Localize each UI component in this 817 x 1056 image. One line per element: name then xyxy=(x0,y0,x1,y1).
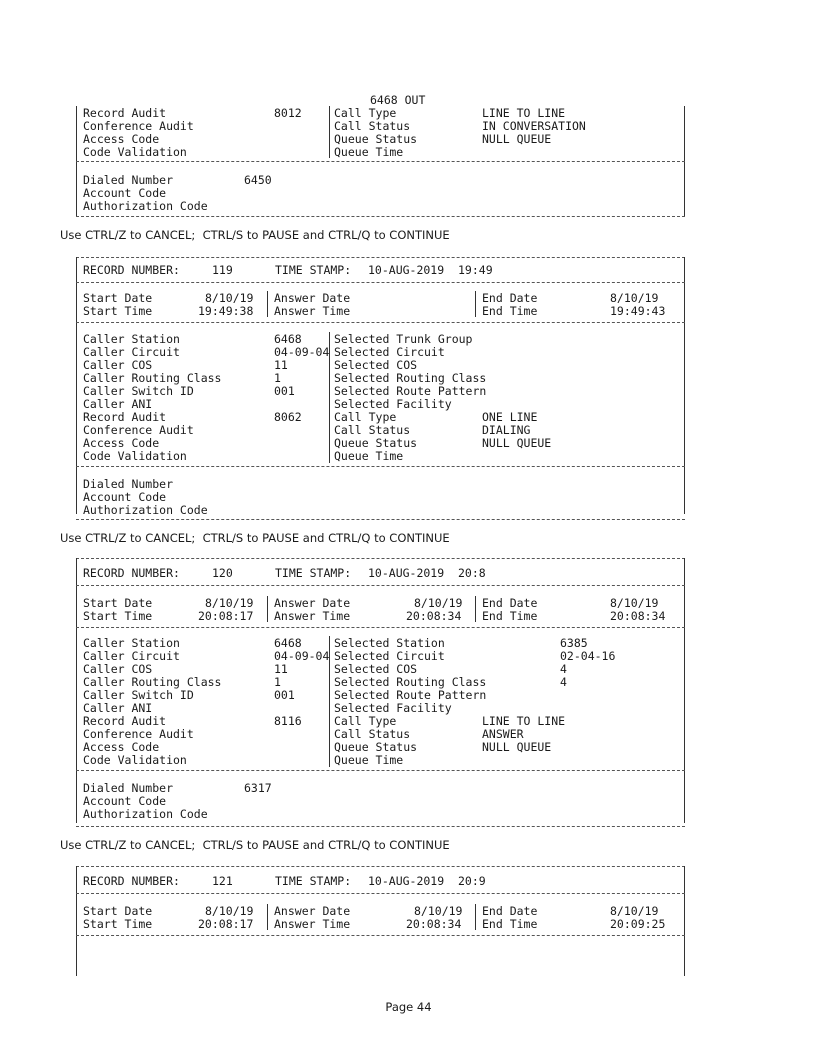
column-divider xyxy=(329,106,330,158)
queue-status-value: NULL QUEUE xyxy=(482,740,552,754)
caller-cos-value: 11 xyxy=(274,358,288,372)
end-time-label: End Time xyxy=(482,917,538,931)
column-divider xyxy=(267,291,268,317)
start-date-value: 8/10/19 xyxy=(205,291,254,305)
selected-routing-class-label: Selected Routing Class xyxy=(334,675,487,689)
divider xyxy=(76,466,685,467)
selected-facility-label: Selected Facility xyxy=(334,397,452,411)
start-time-label: Start Time xyxy=(83,304,153,318)
frame-left xyxy=(76,558,77,823)
time-stamp-label: TIME STAMP: xyxy=(275,566,352,580)
time-stamp-value: 10-AUG-2019 19:49 xyxy=(368,263,493,277)
end-date-label: End Date xyxy=(482,904,538,918)
answer-time-label: Answer Time xyxy=(274,917,351,931)
column-divider xyxy=(267,596,268,622)
record-audit-label: Record Audit xyxy=(83,410,167,424)
time-stamp-value: 10-AUG-2019 20:9 xyxy=(368,874,486,888)
selected-cos-label: Selected COS xyxy=(334,358,418,372)
selected-circuit-label: Selected Circuit xyxy=(334,649,445,663)
selected-cos-value: 4 xyxy=(560,662,567,676)
caller-circuit-value: 04-09-04 xyxy=(274,649,330,663)
column-divider xyxy=(475,291,476,317)
divider xyxy=(76,558,685,559)
selected-route-pattern-label: Selected Route Pattern xyxy=(334,384,487,398)
control-prompt: Use CTRL/Z to CANCEL; CTRL/S to PAUSE and CTRL/Q to CONTINUE xyxy=(60,838,450,852)
end-time-value: 19:49:43 xyxy=(610,304,666,318)
caller-circuit-label: Caller Circuit xyxy=(83,345,180,359)
access-code-label: Access Code xyxy=(83,740,160,754)
column-divider xyxy=(329,332,330,463)
queue-time-label: Queue Time xyxy=(334,449,404,463)
frame-left xyxy=(76,257,77,514)
divider xyxy=(76,282,685,283)
caller-circuit-label: Caller Circuit xyxy=(83,649,180,663)
account-code-label: Account Code xyxy=(83,186,167,200)
column-divider xyxy=(267,904,268,930)
end-date-label: End Date xyxy=(482,596,538,610)
answer-date-value: 8/10/19 xyxy=(414,904,463,918)
end-time-label: End Time xyxy=(482,609,538,623)
caller-switch-id-value: 001 xyxy=(274,384,295,398)
answer-date-label: Answer Date xyxy=(274,291,351,305)
queue-status-label: Queue Status xyxy=(334,740,418,754)
page-number: Page 44 xyxy=(385,1000,432,1014)
code-validation-label: Code Validation xyxy=(83,145,187,159)
start-time-value: 19:49:38 xyxy=(198,304,254,318)
selected-routing-class-value: 4 xyxy=(560,675,567,689)
queue-status-value: NULL QUEUE xyxy=(482,132,552,146)
access-code-label: Access Code xyxy=(83,132,160,146)
access-code-label: Access Code xyxy=(83,436,160,450)
caller-station-label: Caller Station xyxy=(83,332,180,346)
caller-ani-label: Caller ANI xyxy=(83,397,153,411)
start-time-label: Start Time xyxy=(83,917,153,931)
end-date-label: End Date xyxy=(482,291,538,305)
answer-time-label: Answer Time xyxy=(274,609,351,623)
answer-time-value: 20:08:34 xyxy=(406,609,462,623)
caller-station-value: 6468 xyxy=(274,332,302,346)
divider xyxy=(76,161,685,162)
start-date-label: Start Date xyxy=(83,596,153,610)
dialed-number-value: 6450 xyxy=(244,173,272,187)
divider xyxy=(76,585,685,586)
divider xyxy=(76,216,685,217)
caller-routing-class-label: Caller Routing Class xyxy=(83,371,222,385)
selected-cos-label: Selected COS xyxy=(334,662,418,676)
call-status-label: Call Status xyxy=(334,727,411,741)
frame-left xyxy=(76,866,77,976)
record-number-value: 119 xyxy=(212,263,233,277)
record-number-label: RECORD NUMBER: xyxy=(83,874,180,888)
record-audit-value: 8012 xyxy=(274,106,302,120)
time-stamp-value: 10-AUG-2019 20:8 xyxy=(368,566,486,580)
start-time-label: Start Time xyxy=(83,609,153,623)
divider xyxy=(76,893,685,894)
dialed-number-label: Dialed Number xyxy=(83,173,174,187)
queue-status-label: Queue Status xyxy=(334,132,418,146)
answer-time-label: Answer Time xyxy=(274,304,351,318)
record-audit-value: 8116 xyxy=(274,714,302,728)
end-date-value: 8/10/19 xyxy=(610,291,659,305)
call-status-label: Call Status xyxy=(334,119,411,133)
caller-circuit-value: 04-09-04 xyxy=(274,345,330,359)
divider xyxy=(76,770,685,771)
end-time-value: 20:08:34 xyxy=(610,609,666,623)
caller-switch-id-label: Caller Switch ID xyxy=(83,688,194,702)
frame-right xyxy=(684,257,685,514)
caller-routing-class-value: 1 xyxy=(274,675,281,689)
end-date-value: 8/10/19 xyxy=(610,596,659,610)
end-time-label: End Time xyxy=(482,304,538,318)
selected-circuit-value: 02-04-16 xyxy=(560,649,616,663)
record-number-value: 120 xyxy=(212,566,233,580)
call-type-value: LINE TO LINE xyxy=(482,714,566,728)
call-status-value: IN CONVERSATION xyxy=(482,119,586,133)
end-time-value: 20:09:25 xyxy=(610,917,666,931)
selected-circuit-label: Selected Circuit xyxy=(334,345,445,359)
authorization-code-label: Authorization Code xyxy=(83,199,208,213)
call-status-label: Call Status xyxy=(334,423,411,437)
caller-switch-id-label: Caller Switch ID xyxy=(83,384,194,398)
column-divider xyxy=(475,904,476,930)
record-number-label: RECORD NUMBER: xyxy=(83,263,180,277)
authorization-code-label: Authorization Code xyxy=(83,503,208,517)
conference-audit-label: Conference Audit xyxy=(83,423,194,437)
caller-station-value: 6468 xyxy=(274,636,302,650)
selected-facility-value: 6468 OUT xyxy=(370,93,426,107)
column-divider xyxy=(329,636,330,767)
start-date-label: Start Date xyxy=(83,291,153,305)
start-time-value: 20:08:17 xyxy=(198,609,254,623)
account-code-label: Account Code xyxy=(83,490,167,504)
divider xyxy=(76,826,685,827)
answer-date-label: Answer Date xyxy=(274,904,351,918)
divider xyxy=(76,627,685,628)
selected-station-label: Selected Station xyxy=(334,636,445,650)
caller-station-label: Caller Station xyxy=(83,636,180,650)
queue-time-label: Queue Time xyxy=(334,753,404,767)
divider xyxy=(76,257,685,258)
call-type-label: Call Type xyxy=(334,410,397,424)
caller-cos-label: Caller COS xyxy=(83,662,153,676)
call-status-value: DIALING xyxy=(482,423,531,437)
account-code-label: Account Code xyxy=(83,794,167,808)
divider xyxy=(76,935,685,936)
caller-ani-label: Caller ANI xyxy=(83,701,153,715)
selected-trunk-group-label: Selected Trunk Group xyxy=(334,332,473,346)
dialed-number-value: 6317 xyxy=(244,781,272,795)
call-type-label: Call Type xyxy=(334,106,397,120)
call-type-value: LINE TO LINE xyxy=(482,106,566,120)
answer-date-label: Answer Date xyxy=(274,596,351,610)
call-type-label: Call Type xyxy=(334,714,397,728)
queue-status-label: Queue Status xyxy=(334,436,418,450)
record-number-label: RECORD NUMBER: xyxy=(83,566,180,580)
end-date-value: 8/10/19 xyxy=(610,904,659,918)
queue-time-label: Queue Time xyxy=(334,145,404,159)
selected-station-value: 6385 xyxy=(560,636,588,650)
frame-right xyxy=(684,866,685,976)
record-audit-label: Record Audit xyxy=(83,714,167,728)
conference-audit-label: Conference Audit xyxy=(83,727,194,741)
dialed-number-label: Dialed Number xyxy=(83,781,174,795)
selected-route-pattern-label: Selected Route Pattern xyxy=(334,688,487,702)
record-number-value: 121 xyxy=(212,874,233,888)
code-validation-label: Code Validation xyxy=(83,449,187,463)
call-status-value: ANSWER xyxy=(482,727,524,741)
start-date-value: 8/10/19 xyxy=(205,904,254,918)
conference-audit-label: Conference Audit xyxy=(83,119,194,133)
record-audit-value: 8062 xyxy=(274,410,302,424)
control-prompt: Use CTRL/Z to CANCEL; CTRL/S to PAUSE and CTRL/Q to CONTINUE xyxy=(60,531,450,545)
caller-cos-label: Caller COS xyxy=(83,358,153,372)
answer-date-value: 8/10/19 xyxy=(414,596,463,610)
answer-time-value: 20:08:34 xyxy=(406,917,462,931)
divider xyxy=(76,519,685,520)
caller-switch-id-value: 001 xyxy=(274,688,295,702)
selected-facility-label: Selected Facility xyxy=(334,701,452,715)
time-stamp-label: TIME STAMP: xyxy=(275,263,352,277)
start-time-value: 20:08:17 xyxy=(198,917,254,931)
call-type-value: ONE LINE xyxy=(482,410,538,424)
code-validation-label: Code Validation xyxy=(83,753,187,767)
start-date-label: Start Date xyxy=(83,904,153,918)
dialed-number-label: Dialed Number xyxy=(83,477,174,491)
divider xyxy=(76,866,685,867)
caller-routing-class-value: 1 xyxy=(274,371,281,385)
queue-status-value: NULL QUEUE xyxy=(482,436,552,450)
record-audit-label: Record Audit xyxy=(83,106,167,120)
start-date-value: 8/10/19 xyxy=(205,596,254,610)
frame-right xyxy=(684,558,685,823)
caller-cos-value: 11 xyxy=(274,662,288,676)
selected-routing-class-label: Selected Routing Class xyxy=(334,371,487,385)
authorization-code-label: Authorization Code xyxy=(83,807,208,821)
column-divider xyxy=(475,596,476,622)
time-stamp-label: TIME STAMP: xyxy=(275,874,352,888)
divider xyxy=(76,322,685,323)
caller-routing-class-label: Caller Routing Class xyxy=(83,675,222,689)
control-prompt: Use CTRL/Z to CANCEL; CTRL/S to PAUSE and CTRL/Q to CONTINUE xyxy=(60,228,450,242)
